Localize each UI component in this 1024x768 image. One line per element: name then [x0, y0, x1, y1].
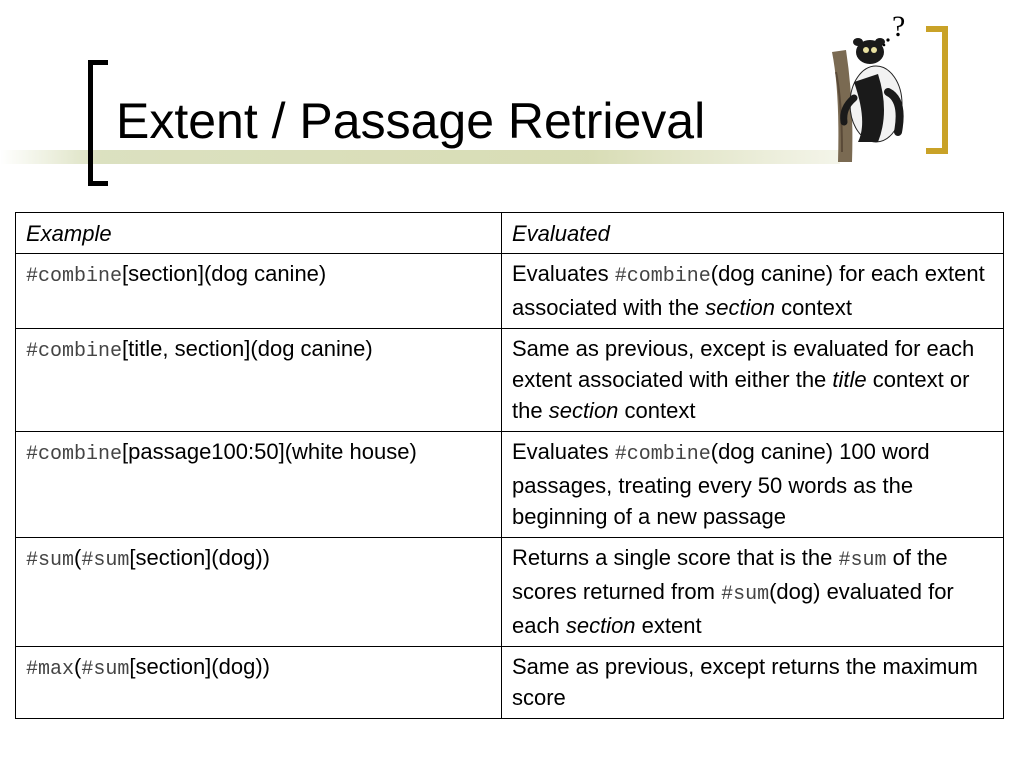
code-token: #combine [26, 443, 123, 466]
code-token: #sum [721, 583, 770, 606]
code-token: #combine [26, 265, 123, 288]
right-bracket-decoration [926, 26, 948, 154]
code-token: #max [26, 658, 75, 681]
retrieval-table [15, 212, 1004, 719]
table-row [16, 647, 1004, 719]
table-row [16, 254, 1004, 329]
cell-text: ( [74, 545, 82, 570]
evaluated-cell [502, 538, 1004, 647]
cell-text: [title, section](dog canine) [122, 336, 373, 361]
question-mark-icon: ? [892, 12, 906, 43]
cell-text: (dog) evaluated for each [512, 579, 954, 638]
cell-text: of the scores returned from [512, 545, 948, 604]
cell-text: Evaluates [512, 261, 615, 286]
header-example: Example [16, 213, 502, 254]
table-row [16, 329, 1004, 432]
evaluated-cell [502, 329, 1004, 432]
example-cell [16, 432, 502, 538]
example-cell [16, 647, 502, 719]
code-token: #combine [26, 340, 123, 363]
emphasis-text: section [705, 295, 775, 320]
emphasis-text: section [548, 398, 619, 423]
cell-text: context [618, 398, 696, 423]
code-token: #combine [614, 265, 711, 288]
evaluated-cell [502, 647, 1004, 719]
evaluated-cell [502, 254, 1004, 329]
cell-text: Same as previous, except returns the maximum score [512, 654, 978, 710]
cell-text: [passage100:50](white house) [122, 439, 417, 464]
table-header-row [16, 213, 1004, 254]
cell-text: (dog canine) for each extent associated with the [512, 261, 985, 320]
table-row [16, 538, 1004, 647]
header-evaluated: Evaluated [502, 213, 1004, 254]
cell-text: [section](dog)) [129, 654, 270, 679]
cell-text: Evaluates [512, 439, 615, 464]
lemur-image [818, 12, 928, 162]
cell-text: context or the [512, 367, 970, 423]
title-accent-line [0, 150, 840, 164]
cell-text: extent [635, 613, 702, 638]
cell-text: ( [74, 654, 82, 679]
cell-text: (dog canine) 100 word passages, treating every 50 words as the beginning of a new passage [512, 439, 930, 529]
code-token: #sum [81, 658, 130, 681]
example-cell [16, 329, 502, 432]
cell-text: [section](dog)) [129, 545, 270, 570]
cell-text: Returns a single score that is the [512, 545, 839, 570]
cell-text: context [774, 295, 852, 320]
emphasis-text: section [565, 613, 636, 638]
cell-text: [section](dog canine) [122, 261, 327, 286]
code-token: #sum [81, 549, 130, 572]
code-token: #sum [26, 549, 75, 572]
code-token: #combine [614, 443, 711, 466]
cell-text: Same as previous, except is evaluated for each extent associated with either the [512, 336, 975, 392]
slide-title: Extent / Passage Retrieval [116, 93, 706, 149]
example-cell [16, 538, 502, 647]
left-bracket-decoration [88, 60, 108, 186]
emphasis-text: title [832, 367, 867, 392]
evaluated-cell [502, 432, 1004, 538]
example-cell [16, 254, 502, 329]
table-row [16, 432, 1004, 538]
code-token: #sum [838, 549, 887, 572]
